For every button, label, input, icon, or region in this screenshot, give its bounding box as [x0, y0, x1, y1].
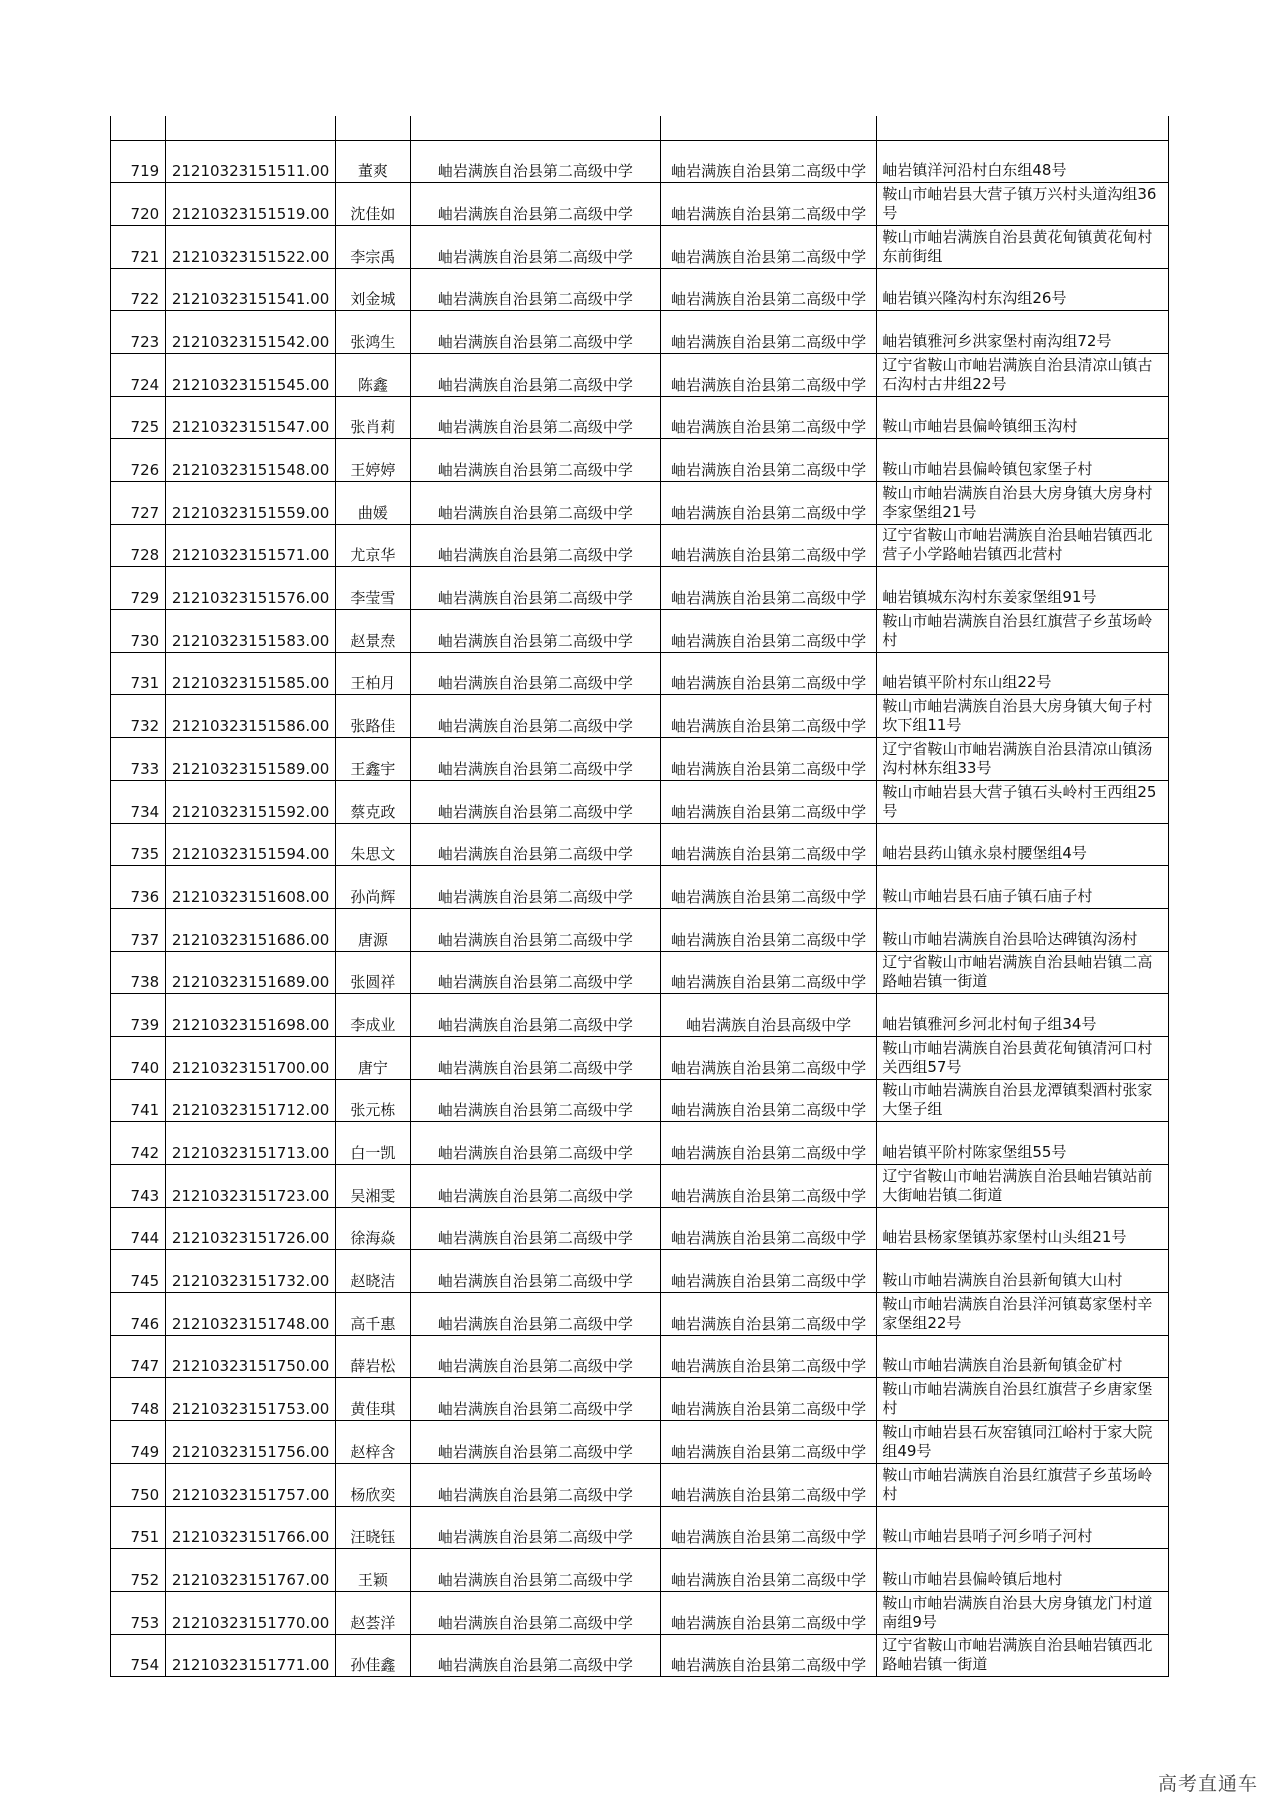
student-name-cell: 汪晓钰	[335, 1506, 410, 1549]
row-number-cell: 749	[111, 1421, 166, 1464]
row-number-cell: 738	[111, 951, 166, 994]
exam-id-cell: 21210323151519.00	[166, 183, 336, 226]
student-name-cell: 赵梓含	[335, 1421, 410, 1464]
table-row	[111, 738, 1169, 781]
row-number-cell: 729	[111, 567, 166, 610]
home-address-cell: 辽宁省鞍山市岫岩满族自治县岫岩镇西北路岫岩镇一街道	[877, 1634, 1169, 1677]
exam-id-cell: 21210323151698.00	[166, 994, 336, 1037]
table-row	[111, 1463, 1169, 1506]
row-number-cell: 723	[111, 311, 166, 354]
admitted-school-cell: 岫岩满族自治县第二高级中学	[660, 1634, 877, 1677]
exam-id-cell: 21210323151589.00	[166, 738, 336, 781]
row-number-cell: 737	[111, 908, 166, 951]
row-number-cell: 753	[111, 1591, 166, 1634]
exam-id-cell: 21210323151756.00	[166, 1421, 336, 1464]
home-address-cell: 岫岩镇兴隆沟村东沟组26号	[877, 268, 1169, 311]
admitted-school-cell: 岫岩满族自治县第二高级中学	[660, 1293, 877, 1336]
student-name-cell: 唐源	[335, 908, 410, 951]
table-row	[111, 311, 1169, 354]
school-name-cell: 岫岩满族自治县第二高级中学	[410, 567, 660, 610]
row-number-cell: 726	[111, 439, 166, 482]
table-row	[111, 1293, 1169, 1336]
exam-id-cell: 21210323151571.00	[166, 524, 336, 567]
exam-id-cell: 21210323151689.00	[166, 951, 336, 994]
home-address-cell: 岫岩镇雅河乡洪家堡村南沟组72号	[877, 311, 1169, 354]
admitted-school-cell: 岫岩满族自治县第二高级中学	[660, 1036, 877, 1079]
school-name-cell: 岫岩满族自治县第二高级中学	[410, 1506, 660, 1549]
admitted-school-cell: 岫岩满族自治县第二高级中学	[660, 439, 877, 482]
table-row	[111, 1122, 1169, 1165]
table-row	[111, 1207, 1169, 1250]
exam-id-cell: 21210323151548.00	[166, 439, 336, 482]
exam-id-cell: 21210323151700.00	[166, 1036, 336, 1079]
row-number-cell: 742	[111, 1122, 166, 1165]
table-row	[111, 610, 1169, 653]
table-row	[111, 1335, 1169, 1378]
school-name-cell: 岫岩满族自治县第二高级中学	[410, 396, 660, 439]
admitted-school-cell: 岫岩满族自治县第二高级中学	[660, 1549, 877, 1592]
student-name-cell: 李成业	[335, 994, 410, 1037]
table-row	[111, 396, 1169, 439]
home-address-cell: 辽宁省鞍山市岫岩满族自治县清凉山镇古石沟村古井组22号	[877, 353, 1169, 396]
school-name-cell: 岫岩满族自治县第二高级中学	[410, 225, 660, 268]
admitted-school-cell: 岫岩满族自治县第二高级中学	[660, 1591, 877, 1634]
row-number-cell: 741	[111, 1079, 166, 1122]
table-row	[111, 1079, 1169, 1122]
school-name-cell: 岫岩满族自治县第二高级中学	[410, 524, 660, 567]
table-row	[111, 140, 1169, 183]
school-name-cell: 岫岩满族自治县第二高级中学	[410, 1165, 660, 1208]
home-address-cell: 辽宁省鞍山市岫岩满族自治县清凉山镇汤沟村林东组33号	[877, 738, 1169, 781]
table-row	[111, 1378, 1169, 1421]
row-number-cell: 731	[111, 652, 166, 695]
exam-id-cell: 21210323151608.00	[166, 866, 336, 909]
admitted-school-cell: 岫岩满族自治县第二高级中学	[660, 396, 877, 439]
student-name-cell: 朱思文	[335, 823, 410, 866]
table-row	[111, 482, 1169, 525]
table-row	[111, 780, 1169, 823]
home-address-cell: 鞍山市岫岩县偏岭镇后地村	[877, 1549, 1169, 1592]
admitted-school-cell: 岫岩满族自治县第二高级中学	[660, 311, 877, 354]
home-address-cell: 鞍山市岫岩满族自治县红旗营子乡唐家堡村	[877, 1378, 1169, 1421]
student-name-cell: 白一凯	[335, 1122, 410, 1165]
table-row	[111, 1165, 1169, 1208]
row-number-cell: 739	[111, 994, 166, 1037]
exam-id-cell: 21210323151757.00	[166, 1463, 336, 1506]
home-address-cell: 鞍山市岫岩满族自治县红旗营子乡茧场岭村	[877, 610, 1169, 653]
home-address-cell: 岫岩镇平阶村东山组22号	[877, 652, 1169, 695]
student-name-cell: 沈佳如	[335, 183, 410, 226]
row-number-cell: 748	[111, 1378, 166, 1421]
row-number-cell: 720	[111, 183, 166, 226]
school-name-cell: 岫岩满族自治县第二高级中学	[410, 610, 660, 653]
row-number-cell: 735	[111, 823, 166, 866]
school-name-cell: 岫岩满族自治县第二高级中学	[410, 695, 660, 738]
admitted-school-cell: 岫岩满族自治县高级中学	[660, 994, 877, 1037]
exam-id-cell: 21210323151594.00	[166, 823, 336, 866]
table-row	[111, 1250, 1169, 1293]
row-number-cell: 740	[111, 1036, 166, 1079]
home-address-cell: 鞍山市岫岩满族自治县黄花甸镇黄花甸村东前街组	[877, 225, 1169, 268]
student-name-cell: 董爽	[335, 140, 410, 183]
home-address-cell: 鞍山市岫岩县石灰窑镇同江峪村于家大院组49号	[877, 1421, 1169, 1464]
exam-id-cell: 21210323151522.00	[166, 225, 336, 268]
student-name-cell: 赵荟洋	[335, 1591, 410, 1634]
home-address-cell: 岫岩镇平阶村陈家堡组55号	[877, 1122, 1169, 1165]
school-name-cell: 岫岩满族自治县第二高级中学	[410, 1378, 660, 1421]
admitted-school-cell: 岫岩满族自治县第二高级中学	[660, 695, 877, 738]
exam-id-cell: 21210323151576.00	[166, 567, 336, 610]
admitted-school-cell: 岫岩满族自治县第二高级中学	[660, 268, 877, 311]
home-address-cell: 鞍山市岫岩县大营子镇石头岭村王西组25号	[877, 780, 1169, 823]
row-number-cell: 752	[111, 1549, 166, 1592]
student-name-cell: 陈鑫	[335, 353, 410, 396]
admitted-school-cell: 岫岩满族自治县第二高级中学	[660, 482, 877, 525]
exam-id-cell: 21210323151732.00	[166, 1250, 336, 1293]
admitted-school-cell: 岫岩满族自治县第二高级中学	[660, 1207, 877, 1250]
admitted-school-cell: 岫岩满族自治县第二高级中学	[660, 1122, 877, 1165]
student-name-cell: 李莹雪	[335, 567, 410, 610]
student-name-cell: 曲媛	[335, 482, 410, 525]
student-name-cell: 吴湘雯	[335, 1165, 410, 1208]
row-number-cell: 736	[111, 866, 166, 909]
student-name-cell: 王婷婷	[335, 439, 410, 482]
student-name-cell: 黄佳琪	[335, 1378, 410, 1421]
school-name-cell: 岫岩满族自治县第二高级中学	[410, 1335, 660, 1378]
student-name-cell: 赵晓洁	[335, 1250, 410, 1293]
table-row	[111, 1506, 1169, 1549]
school-name-cell: 岫岩满族自治县第二高级中学	[410, 780, 660, 823]
table-row	[111, 1036, 1169, 1079]
student-name-cell: 张鸿生	[335, 311, 410, 354]
row-number-cell: 743	[111, 1165, 166, 1208]
admitted-school-cell: 岫岩满族自治县第二高级中学	[660, 1250, 877, 1293]
home-address-cell: 岫岩县药山镇永泉村腰堡组4号	[877, 823, 1169, 866]
school-name-cell: 岫岩满族自治县第二高级中学	[410, 738, 660, 781]
exam-id-cell: 21210323151723.00	[166, 1165, 336, 1208]
exam-id-cell: 21210323151547.00	[166, 396, 336, 439]
table-row	[111, 695, 1169, 738]
home-address-cell: 鞍山市岫岩满族自治县新甸镇大山村	[877, 1250, 1169, 1293]
row-number-cell: 746	[111, 1293, 166, 1336]
student-name-cell: 王鑫宇	[335, 738, 410, 781]
student-name-cell: 赵景焘	[335, 610, 410, 653]
home-address-cell: 鞍山市岫岩满族自治县大房身镇大甸子村坎下组11号	[877, 695, 1169, 738]
row-number-cell: 724	[111, 353, 166, 396]
home-address-cell: 岫岩镇城东沟村东姜家堡组91号	[877, 567, 1169, 610]
row-number-cell: 734	[111, 780, 166, 823]
school-name-cell: 岫岩满族自治县第二高级中学	[410, 994, 660, 1037]
exam-id-cell: 21210323151585.00	[166, 652, 336, 695]
admitted-school-cell: 岫岩满族自治县第二高级中学	[660, 951, 877, 994]
admitted-school-cell: 岫岩满族自治县第二高级中学	[660, 1165, 877, 1208]
exam-id-cell: 21210323151542.00	[166, 311, 336, 354]
school-name-cell: 岫岩满族自治县第二高级中学	[410, 866, 660, 909]
admitted-school-cell: 岫岩满族自治县第二高级中学	[660, 1079, 877, 1122]
student-name-cell: 王颖	[335, 1549, 410, 1592]
home-address-cell: 鞍山市岫岩满族自治县龙潭镇梨酒村张家大堡子组	[877, 1079, 1169, 1122]
home-address-cell: 鞍山市岫岩满族自治县红旗营子乡茧场岭村	[877, 1463, 1169, 1506]
school-name-cell: 岫岩满族自治县第二高级中学	[410, 951, 660, 994]
home-address-cell: 鞍山市岫岩满族自治县大房身镇龙门村道南组9号	[877, 1591, 1169, 1634]
row-number-cell: 728	[111, 524, 166, 567]
row-number-cell: 744	[111, 1207, 166, 1250]
exam-id-cell: 21210323151726.00	[166, 1207, 336, 1250]
school-name-cell: 岫岩满族自治县第二高级中学	[410, 353, 660, 396]
row-number-cell: 747	[111, 1335, 166, 1378]
admitted-school-cell: 岫岩满族自治县第二高级中学	[660, 866, 877, 909]
student-name-cell: 张路佳	[335, 695, 410, 738]
home-address-cell: 辽宁省鞍山市岫岩满族自治县岫岩镇站前大街岫岩镇二街道	[877, 1165, 1169, 1208]
table-row	[111, 1549, 1169, 1592]
row-number-cell: 719	[111, 140, 166, 183]
home-address-cell: 鞍山市岫岩满族自治县哈达碑镇沟汤村	[877, 908, 1169, 951]
row-number-cell: 725	[111, 396, 166, 439]
table-row	[111, 183, 1169, 226]
table-row	[111, 652, 1169, 695]
exam-id-cell: 21210323151586.00	[166, 695, 336, 738]
table-row	[111, 1421, 1169, 1464]
home-address-cell: 辽宁省鞍山市岫岩满族自治县岫岩镇二高路岫岩镇一街道	[877, 951, 1169, 994]
table-row	[111, 353, 1169, 396]
exam-id-cell: 21210323151748.00	[166, 1293, 336, 1336]
admitted-school-cell: 岫岩满族自治县第二高级中学	[660, 524, 877, 567]
home-address-cell: 鞍山市岫岩县石庙子镇石庙子村	[877, 866, 1169, 909]
row-number-cell: 745	[111, 1250, 166, 1293]
table-row	[111, 225, 1169, 268]
home-address-cell: 鞍山市岫岩县大营子镇万兴村头道沟组36号	[877, 183, 1169, 226]
row-number-cell: 722	[111, 268, 166, 311]
admitted-school-cell: 岫岩满族自治县第二高级中学	[660, 738, 877, 781]
admitted-school-cell: 岫岩满族自治县第二高级中学	[660, 1378, 877, 1421]
table-row	[111, 1634, 1169, 1677]
school-name-cell: 岫岩满族自治县第二高级中学	[410, 1549, 660, 1592]
exam-id-cell: 21210323151541.00	[166, 268, 336, 311]
school-name-cell: 岫岩满族自治县第二高级中学	[410, 652, 660, 695]
row-number-cell: 727	[111, 482, 166, 525]
home-address-cell: 鞍山市岫岩满族自治县洋河镇葛家堡村辛家堡组22号	[877, 1293, 1169, 1336]
admitted-school-cell: 岫岩满族自治县第二高级中学	[660, 225, 877, 268]
exam-id-cell: 21210323151767.00	[166, 1549, 336, 1592]
home-address-cell: 岫岩镇雅河乡河北村甸子组34号	[877, 994, 1169, 1037]
student-name-cell: 薛岩松	[335, 1335, 410, 1378]
table-row	[111, 268, 1169, 311]
student-list-table	[110, 116, 1169, 1677]
exam-id-cell: 21210323151583.00	[166, 610, 336, 653]
exam-id-cell: 21210323151686.00	[166, 908, 336, 951]
student-name-cell: 王柏月	[335, 652, 410, 695]
student-name-cell: 唐宁	[335, 1036, 410, 1079]
table-row	[111, 823, 1169, 866]
student-name-cell: 张元栋	[335, 1079, 410, 1122]
school-name-cell: 岫岩满族自治县第二高级中学	[410, 823, 660, 866]
admitted-school-cell: 岫岩满族自治县第二高级中学	[660, 610, 877, 653]
school-name-cell: 岫岩满族自治县第二高级中学	[410, 1122, 660, 1165]
school-name-cell: 岫岩满族自治县第二高级中学	[410, 1293, 660, 1336]
admitted-school-cell: 岫岩满族自治县第二高级中学	[660, 183, 877, 226]
exam-id-cell: 21210323151712.00	[166, 1079, 336, 1122]
admitted-school-cell: 岫岩满族自治县第二高级中学	[660, 140, 877, 183]
exam-id-cell: 21210323151559.00	[166, 482, 336, 525]
home-address-cell: 鞍山市岫岩满族自治县新甸镇金矿村	[877, 1335, 1169, 1378]
row-number-cell: 754	[111, 1634, 166, 1677]
table-row	[111, 994, 1169, 1037]
school-name-cell: 岫岩满族自治县第二高级中学	[410, 311, 660, 354]
school-name-cell: 岫岩满族自治县第二高级中学	[410, 1036, 660, 1079]
exam-id-cell: 21210323151511.00	[166, 140, 336, 183]
admitted-school-cell: 岫岩满族自治县第二高级中学	[660, 353, 877, 396]
student-name-cell: 徐海焱	[335, 1207, 410, 1250]
school-name-cell: 岫岩满族自治县第二高级中学	[410, 1207, 660, 1250]
row-number-cell: 751	[111, 1506, 166, 1549]
home-address-cell: 鞍山市岫岩县偏岭镇包家堡子村	[877, 439, 1169, 482]
school-name-cell: 岫岩满族自治县第二高级中学	[410, 1591, 660, 1634]
home-address-cell: 岫岩镇洋河沿村白东组48号	[877, 140, 1169, 183]
student-name-cell: 刘金城	[335, 268, 410, 311]
admitted-school-cell: 岫岩满族自治县第二高级中学	[660, 823, 877, 866]
school-name-cell: 岫岩满族自治县第二高级中学	[410, 268, 660, 311]
student-name-cell: 杨欣奕	[335, 1463, 410, 1506]
student-name-cell: 高千惠	[335, 1293, 410, 1336]
row-number-cell: 721	[111, 225, 166, 268]
table-row-stub	[111, 116, 1169, 140]
school-name-cell: 岫岩满族自治县第二高级中学	[410, 183, 660, 226]
admitted-school-cell: 岫岩满族自治县第二高级中学	[660, 567, 877, 610]
admitted-school-cell: 岫岩满族自治县第二高级中学	[660, 1421, 877, 1464]
row-number-cell: 750	[111, 1463, 166, 1506]
student-name-cell: 李宗禹	[335, 225, 410, 268]
school-name-cell: 岫岩满族自治县第二高级中学	[410, 1421, 660, 1464]
school-name-cell: 岫岩满族自治县第二高级中学	[410, 482, 660, 525]
table-row	[111, 1591, 1169, 1634]
exam-id-cell: 21210323151750.00	[166, 1335, 336, 1378]
student-name-cell: 张圆祥	[335, 951, 410, 994]
exam-id-cell: 21210323151766.00	[166, 1506, 336, 1549]
admitted-school-cell: 岫岩满族自治县第二高级中学	[660, 1335, 877, 1378]
school-name-cell: 岫岩满族自治县第二高级中学	[410, 140, 660, 183]
exam-id-cell: 21210323151713.00	[166, 1122, 336, 1165]
table-row	[111, 951, 1169, 994]
school-name-cell: 岫岩满族自治县第二高级中学	[410, 1634, 660, 1677]
admitted-school-cell: 岫岩满族自治县第二高级中学	[660, 1463, 877, 1506]
exam-id-cell: 21210323151753.00	[166, 1378, 336, 1421]
table-row	[111, 524, 1169, 567]
student-name-cell: 孙尚辉	[335, 866, 410, 909]
table-body	[111, 116, 1169, 1677]
row-number-cell: 733	[111, 738, 166, 781]
exam-id-cell: 21210323151545.00	[166, 353, 336, 396]
admitted-school-cell: 岫岩满族自治县第二高级中学	[660, 652, 877, 695]
home-address-cell: 鞍山市岫岩满族自治县黄花甸镇清河口村关西组57号	[877, 1036, 1169, 1079]
footer-brand-watermark: 高考直通车	[1157, 1773, 1258, 1795]
table-row	[111, 908, 1169, 951]
home-address-cell: 鞍山市岫岩满族自治县大房身镇大房身村李家堡组21号	[877, 482, 1169, 525]
student-name-cell: 尤京华	[335, 524, 410, 567]
student-name-cell: 蔡克政	[335, 780, 410, 823]
school-name-cell: 岫岩满族自治县第二高级中学	[410, 1079, 660, 1122]
table-row	[111, 567, 1169, 610]
school-name-cell: 岫岩满族自治县第二高级中学	[410, 1463, 660, 1506]
school-name-cell: 岫岩满族自治县第二高级中学	[410, 439, 660, 482]
exam-id-cell: 21210323151592.00	[166, 780, 336, 823]
home-address-cell: 鞍山市岫岩县哨子河乡哨子河村	[877, 1506, 1169, 1549]
home-address-cell: 辽宁省鞍山市岫岩满族自治县岫岩镇西北营子小学路岫岩镇西北营村	[877, 524, 1169, 567]
row-number-cell: 730	[111, 610, 166, 653]
school-name-cell: 岫岩满族自治县第二高级中学	[410, 908, 660, 951]
table-row	[111, 866, 1169, 909]
student-name-cell: 孙佳鑫	[335, 1634, 410, 1677]
school-name-cell: 岫岩满族自治县第二高级中学	[410, 1250, 660, 1293]
exam-id-cell: 21210323151770.00	[166, 1591, 336, 1634]
admitted-school-cell: 岫岩满族自治县第二高级中学	[660, 908, 877, 951]
student-name-cell: 张肖莉	[335, 396, 410, 439]
admitted-school-cell: 岫岩满族自治县第二高级中学	[660, 780, 877, 823]
table-row	[111, 439, 1169, 482]
exam-id-cell: 21210323151771.00	[166, 1634, 336, 1677]
home-address-cell: 岫岩县杨家堡镇苏家堡村山头组21号	[877, 1207, 1169, 1250]
home-address-cell: 鞍山市岫岩县偏岭镇细玉沟村	[877, 396, 1169, 439]
admitted-school-cell: 岫岩满族自治县第二高级中学	[660, 1506, 877, 1549]
row-number-cell: 732	[111, 695, 166, 738]
